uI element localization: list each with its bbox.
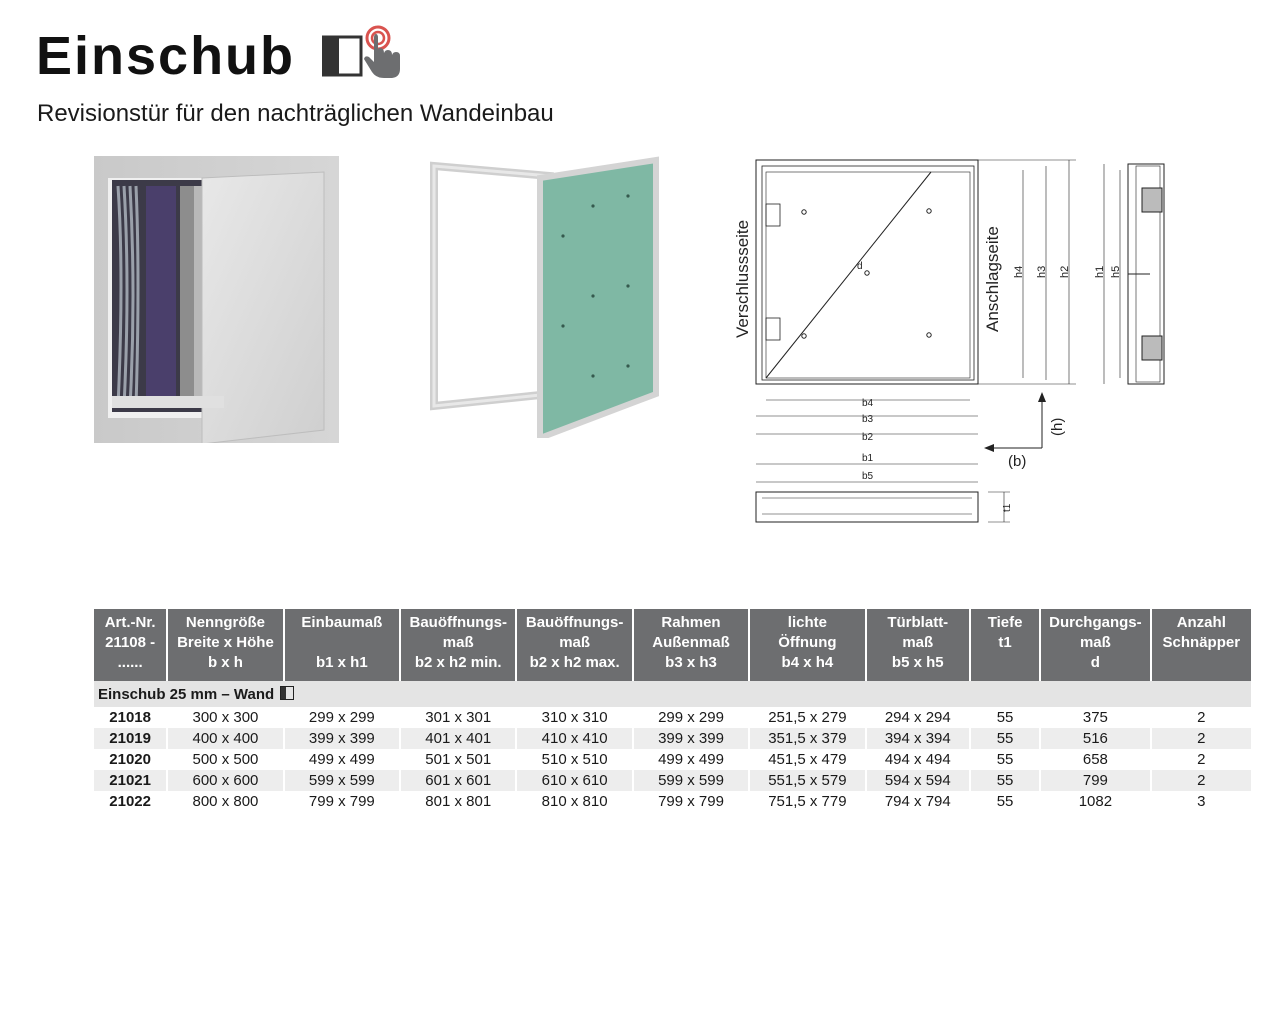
column-header (634, 609, 748, 681)
page-subtitle: Revisionstür für den nachträglichen Wandeinbau (37, 100, 554, 127)
table-row (94, 728, 1251, 749)
table-cell: 794 x 794 (884, 793, 951, 810)
table-cell: 510 x 510 (541, 751, 608, 768)
column-header-line (1154, 653, 1249, 673)
product-table-wrapper (92, 609, 1253, 812)
table-cell: 2 (1152, 728, 1251, 749)
column-header-line: b4 x h4 (781, 654, 834, 671)
dim-h4: h4 (1013, 265, 1025, 278)
column-header (401, 609, 515, 681)
table-cell: 800 x 800 (192, 793, 259, 810)
column-header (1041, 609, 1149, 681)
table-cell: 401 x 401 (401, 728, 515, 749)
table-cell: 600 x 600 (168, 770, 282, 791)
column-header-line: b2 x h2 max. (529, 654, 620, 671)
table-cell: 375 (1082, 709, 1108, 726)
installed-panel-photo (94, 156, 339, 443)
table-cell: 599 x 599 (634, 770, 748, 791)
table-cell: 351,5 x 379 (750, 728, 864, 749)
dim-d: d (857, 261, 863, 272)
dim-b2: b2 (862, 432, 874, 443)
dim-h3: h3 (1036, 265, 1048, 278)
column-header-line: Schnäpper (1162, 634, 1241, 651)
table-cell: 499 x 499 (308, 751, 375, 768)
article-number-cell: 21022 (109, 793, 151, 810)
dim-t1: t1 (1002, 503, 1013, 512)
table-cell: 501 x 501 (425, 751, 492, 768)
column-header-line: b5 x h5 (891, 654, 944, 671)
table-row (94, 749, 1251, 770)
table-cell: 2 (1152, 770, 1251, 791)
column-header-line: Nenngröße (185, 614, 266, 631)
table-cell: 400 x 400 (168, 728, 282, 749)
column-header-line: Außenmaß (652, 634, 730, 651)
table-cell: 399 x 399 (634, 728, 748, 749)
column-header-line: maß (559, 634, 591, 651)
column-header-line: Bauöffnungs- (525, 614, 624, 631)
table-cell: 1082 (1078, 793, 1113, 810)
table-cell: 299 x 299 (308, 709, 375, 726)
table-cell: 516 (1041, 728, 1149, 749)
column-header-line: Breite x Höhe (177, 634, 274, 651)
article-number-cell: 21021 (94, 770, 166, 791)
column-header (867, 609, 969, 681)
column-header-line (973, 653, 1037, 673)
column-header-line: Rahmen (661, 614, 721, 631)
table-cell: 2 (1197, 709, 1206, 726)
table-cell: 799 (1041, 770, 1149, 791)
column-header-line: Öffnung (778, 634, 837, 651)
column-header-line: b3 x h3 (665, 654, 717, 671)
column-header (285, 609, 399, 681)
column-header-line: Art.-Nr. (104, 614, 156, 631)
section-label-cell (94, 681, 1251, 707)
column-header-line: Anzahl (1176, 614, 1226, 631)
table-cell: 300 x 300 (192, 709, 259, 726)
column-header-line: Durchgangs- (1049, 614, 1142, 631)
column-header (517, 609, 631, 681)
anschlagseite-label: Anschlagseite (983, 226, 1002, 332)
touch-hand-icon[interactable] (322, 24, 406, 80)
column-header (94, 609, 166, 681)
technical-drawing (726, 152, 1172, 532)
product-table (92, 609, 1253, 812)
dim-b1: b1 (862, 453, 874, 464)
table-cell: 310 x 310 (541, 709, 608, 726)
table-cell: 751,5 x 779 (768, 793, 847, 810)
page-title: Einschub (36, 26, 296, 86)
dim-h2: h2 (1059, 265, 1071, 278)
table-cell: 610 x 610 (517, 770, 631, 791)
table-header-row (94, 609, 1251, 681)
column-header-line: maß (1079, 634, 1111, 651)
table-cell: 594 x 594 (867, 770, 969, 791)
table-cell: 55 (996, 709, 1014, 726)
table-cell: 294 x 294 (884, 709, 951, 726)
column-header-line: Einbaumaß (301, 614, 383, 631)
table-cell: 494 x 494 (884, 751, 951, 768)
table-cell: 500 x 500 (192, 751, 259, 768)
column-header-line: d (1090, 654, 1100, 671)
column-header (168, 609, 282, 681)
table-cell: 551,5 x 579 (750, 770, 864, 791)
verschlussseite-label: Verschlussseite (733, 219, 752, 338)
column-header-line: 21108 - (105, 634, 156, 651)
column-header-line (287, 633, 397, 653)
table-cell: 301 x 301 (425, 709, 492, 726)
column-header-line: Tiefe (987, 614, 1023, 631)
article-number-cell: 21018 (109, 709, 151, 726)
column-header (971, 609, 1039, 681)
table-row (94, 707, 1251, 728)
dim-b3: b3 (862, 414, 874, 425)
frame-with-panel-photo (428, 156, 660, 438)
column-header-line: Bauöffnungs- (409, 614, 507, 631)
article-number-cell: 21020 (109, 751, 151, 768)
table-cell: 799 x 799 (658, 793, 724, 810)
column-header-line: t1 (998, 634, 1012, 651)
dim-h-direction: (h) (1049, 417, 1066, 436)
column-header (1152, 609, 1251, 681)
column-header-line: maß (902, 634, 934, 651)
door-hinge-icon (280, 686, 294, 700)
section-row (94, 681, 1251, 707)
column-header-line: b x h (207, 654, 243, 671)
section-label: Einschub 25 mm – Wand (98, 685, 275, 703)
column-header-line: b1 x h1 (315, 654, 368, 671)
column-header (750, 609, 864, 681)
dim-b4: b4 (862, 398, 874, 409)
table-cell: 399 x 399 (285, 728, 399, 749)
table-row (94, 770, 1251, 791)
table-row (94, 791, 1251, 812)
table-cell: 801 x 801 (425, 793, 492, 810)
dim-b-direction: (b) (1008, 453, 1027, 470)
dim-h1: h1 (1094, 265, 1106, 278)
column-header-line: b2 x h2 min. (414, 654, 502, 671)
table-cell: 601 x 601 (401, 770, 515, 791)
table-cell: 299 x 299 (658, 709, 724, 726)
table-cell: 599 x 599 (285, 770, 399, 791)
table-cell: 55 (971, 728, 1039, 749)
table-cell: 451,5 x 479 (768, 751, 847, 768)
table-cell: 55 (996, 751, 1014, 768)
table-cell: 658 (1082, 751, 1108, 768)
table-cell: 810 x 810 (541, 793, 608, 810)
table-cell: 799 x 799 (308, 793, 375, 810)
table-cell: 394 x 394 (867, 728, 969, 749)
column-header-line: ...... (117, 654, 143, 671)
dim-h5: h5 (1110, 265, 1122, 278)
table-cell: 2 (1197, 751, 1206, 768)
article-number-cell: 21019 (94, 728, 166, 749)
column-header-line: maß (442, 634, 474, 651)
table-cell: 55 (971, 770, 1039, 791)
table-cell: 3 (1197, 793, 1206, 810)
table-cell: 55 (996, 793, 1014, 810)
table-cell: 499 x 499 (658, 751, 724, 768)
column-header-line: Türblatt- (887, 614, 949, 631)
dim-b5: b5 (862, 471, 874, 482)
table-cell: 410 x 410 (517, 728, 631, 749)
table-cell: 251,5 x 279 (768, 709, 847, 726)
column-header-line: lichte (787, 614, 827, 631)
